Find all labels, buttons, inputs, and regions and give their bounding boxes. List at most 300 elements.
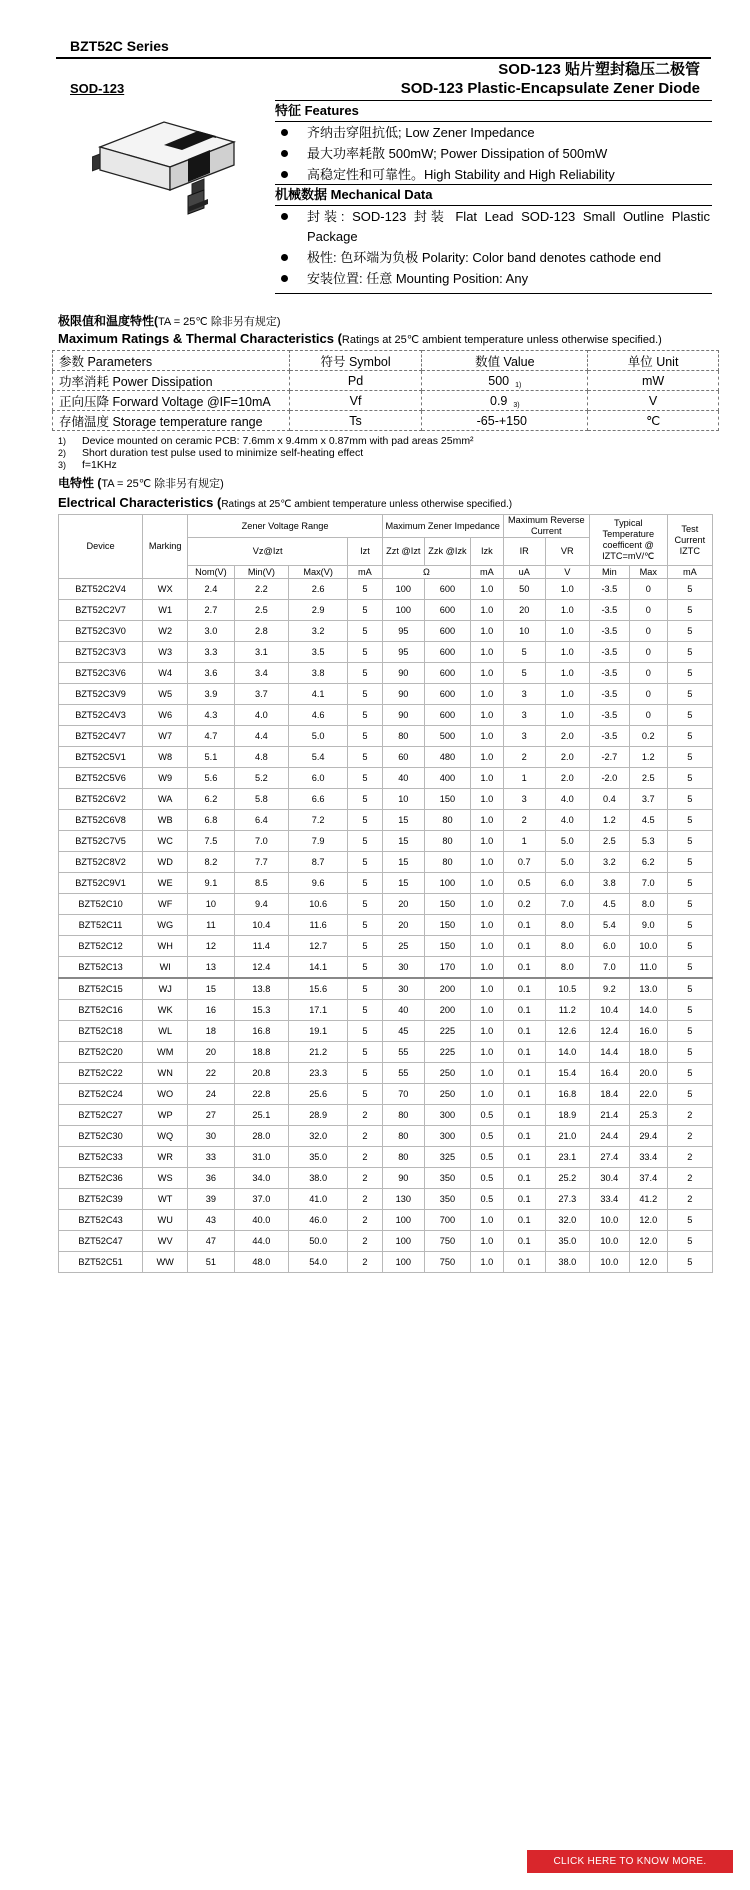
table-cell: 0 [629,663,667,684]
table-cell: 5 [667,621,712,642]
table-cell: 8.7 [289,852,348,873]
table-cell: 5 [667,1000,712,1021]
table-cell: 11 [188,915,234,936]
table-cell: 15 [382,810,424,831]
table-cell: 8.0 [629,894,667,915]
table-cell: 0.4 [589,789,629,810]
table-cell: 5 [667,726,712,747]
electrical-characteristics-table [58,514,713,1273]
table-cell: WP [143,1105,188,1126]
unit-cell: V [545,566,589,579]
table-cell: 350 [424,1168,470,1189]
table-cell: 4.6 [289,705,348,726]
table-row [59,600,713,621]
table-cell: 5 [667,1063,712,1084]
table-cell: 0.1 [503,957,545,979]
table-cell: 5 [348,936,383,957]
table-cell: 2 [503,747,545,768]
table-cell: 55 [382,1063,424,1084]
table-cell: 13.8 [234,978,289,1000]
table-cell: 10.0 [629,936,667,957]
table-cell: 4.3 [188,705,234,726]
table-cell: 5.1 [188,747,234,768]
table-cell: 25.3 [629,1105,667,1126]
table-cell: 6.4 [234,810,289,831]
table-cell: -3.5 [589,579,629,600]
table-cell: 5 [503,642,545,663]
table-cell: WL [143,1021,188,1042]
table-row [59,978,713,1000]
table-cell: 150 [424,936,470,957]
table-cell: 15.3 [234,1000,289,1021]
table-cell: WA [143,789,188,810]
table-cell: 2.0 [545,747,589,768]
table-cell: W7 [143,726,188,747]
table-cell: 0.1 [503,1042,545,1063]
series-name: BZT52C Series [70,38,169,54]
table-cell: 3 [503,789,545,810]
table-cell: 10.4 [589,1000,629,1021]
max-ratings-table [52,350,719,431]
unit-cell: Min [589,566,629,579]
table-row [59,894,713,915]
table-cell: 51 [188,1252,234,1273]
table-cell: 2 [667,1168,712,1189]
mechanical-item: 安装位置: 任意 Mounting Position: Any [275,269,712,289]
table-cell: 3.7 [629,789,667,810]
table-cell: 2 [348,1252,383,1273]
table-cell: 5 [348,789,383,810]
table-cell: 5 [667,852,712,873]
table-cell: 35.0 [545,1231,589,1252]
unit-cell: mA [348,566,383,579]
table-cell: 5 [667,705,712,726]
table-row [59,1042,713,1063]
table-cell: W4 [143,663,188,684]
table-cell: BZT52C22 [59,1063,143,1084]
unit-cell: Nom(V) [188,566,234,579]
table-cell: 500 [424,726,470,747]
table-cell: 3.2 [589,852,629,873]
table-cell: 250 [424,1063,470,1084]
table-cell: 5 [348,621,383,642]
footnote: 2) Short duration test pulse used to minimize self-heating effect [58,447,364,459]
table-cell: 5 [348,726,383,747]
table-cell: BZT52C7V5 [59,831,143,852]
table-cell: 1.0 [545,579,589,600]
table-cell: 13.0 [629,978,667,1000]
table-cell: 5 [667,1042,712,1063]
table-cell: BZT52C5V1 [59,747,143,768]
table-cell: 3.6 [188,663,234,684]
table-cell: 0.7 [503,852,545,873]
table-cell: 18.9 [545,1105,589,1126]
table-cell: BZT52C15 [59,978,143,1000]
table-cell: 2.4 [188,579,234,600]
table-cell: 3.5 [289,642,348,663]
table-row [59,747,713,768]
table-cell: WW [143,1252,188,1273]
table-cell: 50.0 [289,1231,348,1252]
table-cell: 5.8 [234,789,289,810]
header-reverse-current: Maximum Reverse Current [503,515,589,538]
value-cell: 0.9 $^{3)}$ [422,391,588,411]
header-temp-coeff: Typical Temperature coefficent @ IZTC=mV/℃ [589,515,667,566]
table-cell: BZT52C3V0 [59,621,143,642]
table-cell: 39 [188,1189,234,1210]
table-cell: 2 [348,1147,383,1168]
table-cell: 100 [382,579,424,600]
table-row [59,789,713,810]
table-cell: 1.0 [545,705,589,726]
table-cell: 3.9 [188,684,234,705]
table-cell: 3.2 [289,621,348,642]
table-cell: 0.5 [471,1147,504,1168]
table-cell: 16 [188,1000,234,1021]
table-cell: 0.1 [503,1168,545,1189]
table-cell: 14.0 [545,1042,589,1063]
table-cell: 0.1 [503,1210,545,1231]
table-cell: 10 [382,789,424,810]
table-cell: 19.1 [289,1021,348,1042]
table-cell: 0.1 [503,936,545,957]
table-cell: 1.2 [589,810,629,831]
table-cell: 5 [348,831,383,852]
table-row [59,1210,713,1231]
table-cell: 1.0 [471,768,504,789]
table-cell: 12.0 [629,1231,667,1252]
table-cell: 3.1 [234,642,289,663]
table-cell: 18.8 [234,1042,289,1063]
table-cell: 5 [667,684,712,705]
table-cell: 170 [424,957,470,979]
table-cell: 7.0 [589,957,629,979]
unit-cell: ℃ [588,411,719,431]
table-cell: 0 [629,642,667,663]
table-cell: 18.0 [629,1042,667,1063]
table-cell: 11.4 [234,936,289,957]
table-cell: WH [143,936,188,957]
header-cell: 符号 Symbol [289,351,422,371]
table-cell: WJ [143,978,188,1000]
table-cell: 50 [503,579,545,600]
table-cell: 1 [503,768,545,789]
table-cell: BZT52C3V3 [59,642,143,663]
table-cell: 20 [382,915,424,936]
table-cell: W1 [143,600,188,621]
table-row [59,1168,713,1189]
table-cell: 350 [424,1189,470,1210]
symbol-cell: Ts [289,411,422,431]
table-row [53,371,719,391]
table-cell: 60 [382,747,424,768]
table-row [59,1189,713,1210]
table-cell: 200 [424,978,470,1000]
table-cell: 10 [503,621,545,642]
table-cell: -3.5 [589,600,629,621]
header-ir: IR [503,538,545,566]
table-cell: 5.2 [234,768,289,789]
table-cell: 10.0 [589,1231,629,1252]
table-cell: 14.4 [589,1042,629,1063]
table-cell: 1.0 [471,726,504,747]
table-cell: 6.2 [629,852,667,873]
table-row [59,810,713,831]
table-cell: 1.0 [471,978,504,1000]
table-cell: BZT52C47 [59,1231,143,1252]
table-cell: 16.0 [629,1021,667,1042]
table-cell: 200 [424,1000,470,1021]
table-cell: 8.0 [545,915,589,936]
table-row [59,726,713,747]
table-cell: 0.5 [471,1105,504,1126]
table-cell: 1.0 [545,663,589,684]
table-cell: 5.4 [289,747,348,768]
table-cell: WT [143,1189,188,1210]
table-cell: 24 [188,1084,234,1105]
table-cell: 2 [348,1105,383,1126]
table-cell: 11.6 [289,915,348,936]
table-cell: 1.0 [471,831,504,852]
table-cell: 20 [503,600,545,621]
table-cell: 0 [629,684,667,705]
table-cell: 12.4 [234,957,289,979]
table-cell: 13 [188,957,234,979]
table-cell: WM [143,1042,188,1063]
table-cell: 8.2 [188,852,234,873]
table-cell: 2.2 [234,579,289,600]
table-cell: WX [143,579,188,600]
table-cell: BZT52C9V1 [59,873,143,894]
table-cell: 0.5 [503,873,545,894]
table-cell: -3.5 [589,642,629,663]
table-row [59,1084,713,1105]
features-section [275,100,712,185]
table-cell: BZT52C18 [59,1021,143,1042]
table-cell: 1.0 [545,684,589,705]
table-cell: 30.4 [589,1168,629,1189]
unit-cell: V [588,391,719,411]
header-izt: Izt [348,538,383,566]
table-cell: 5.3 [629,831,667,852]
table-cell: WD [143,852,188,873]
unit-cell: uA [503,566,545,579]
table-cell: 25.6 [289,1084,348,1105]
table-cell: BZT52C30 [59,1126,143,1147]
table-cell: 0.1 [503,1105,545,1126]
table-cell: 5 [667,600,712,621]
know-more-button[interactable]: CLICK HERE TO KNOW MORE. [527,1850,733,1873]
table-cell: 80 [382,1126,424,1147]
table-cell: 9.0 [629,915,667,936]
table-cell: 300 [424,1105,470,1126]
table-header-row [53,351,719,371]
table-cell: 100 [382,1252,424,1273]
unit-cell: Ω [382,566,470,579]
table-cell: 0.1 [503,1147,545,1168]
table-cell: 24.4 [589,1126,629,1147]
table-cell: BZT52C4V3 [59,705,143,726]
table-cell: 6.0 [289,768,348,789]
table-cell: 0.5 [471,1189,504,1210]
table-cell: 2 [667,1147,712,1168]
table-cell: 600 [424,579,470,600]
table-cell: 5 [667,663,712,684]
unit-cell: Max(V) [289,566,348,579]
header-marking: Marking [143,515,188,579]
electrical-title-en: Electrical Characteristics (Ratings at 25℃ ambient temperature unless otherwise specified.) [58,495,513,510]
table-cell: 30 [188,1126,234,1147]
table-cell: 2 [667,1189,712,1210]
table-cell: 0.1 [503,1231,545,1252]
table-cell: 8.0 [545,957,589,979]
table-cell: 600 [424,705,470,726]
table-cell: 90 [382,663,424,684]
table-cell: BZT52C20 [59,1042,143,1063]
table-cell: 0.1 [503,1000,545,1021]
table-cell: 3.3 [188,642,234,663]
table-cell: 15 [188,978,234,1000]
table-cell: 1.0 [471,747,504,768]
table-cell: 16.8 [545,1084,589,1105]
table-cell: 1.0 [471,852,504,873]
table-cell: 700 [424,1210,470,1231]
table-cell: 1.0 [471,789,504,810]
table-cell: 600 [424,642,470,663]
table-cell: WE [143,873,188,894]
table-cell: 5 [667,1084,712,1105]
table-cell: 5 [667,957,712,979]
table-cell: 1.0 [471,1000,504,1021]
table-cell: 1.0 [471,915,504,936]
table-cell: 0.1 [503,1021,545,1042]
title-english: SOD-123 Plastic-Encapsulate Zener Diode [400,80,700,97]
table-cell: 12.4 [589,1021,629,1042]
table-cell: 6.0 [545,873,589,894]
table-cell: 4.0 [545,789,589,810]
table-cell: BZT52C16 [59,1000,143,1021]
footnotes [58,435,474,471]
feature-item: 齐纳击穿阻抗低; Low Zener Impedance [275,123,712,143]
table-cell: 5 [348,579,383,600]
table-cell: 54.0 [289,1252,348,1273]
table-cell: 4.0 [234,705,289,726]
table-cell: 1.0 [545,642,589,663]
table-cell: 27.3 [545,1189,589,1210]
table-cell: 27 [188,1105,234,1126]
table-cell: 6.6 [289,789,348,810]
table-cell: 0 [629,579,667,600]
header-max-impedance: Maximum Zener Impedance [382,515,503,538]
table-cell: 1.0 [471,1042,504,1063]
table-cell: 1.0 [471,1063,504,1084]
table-cell: 25 [382,936,424,957]
table-cell: 4.5 [589,894,629,915]
table-cell: 5 [667,936,712,957]
table-cell: BZT52C3V9 [59,684,143,705]
features-heading: 特征 Features [275,100,712,122]
mechanical-item: 极性: 色环端为负极 Polarity: Color band denotes cathode end [275,248,712,268]
table-cell: WI [143,957,188,979]
table-cell: 55 [382,1042,424,1063]
table-cell: 1.0 [545,621,589,642]
table-row [59,1000,713,1021]
table-cell: 12 [188,936,234,957]
table-row [59,873,713,894]
table-cell: -3.5 [589,705,629,726]
table-cell: 9.6 [289,873,348,894]
table-cell: BZT52C3V6 [59,663,143,684]
table-cell: BZT52C51 [59,1252,143,1273]
table-cell: 11.0 [629,957,667,979]
table-cell: 38.0 [545,1252,589,1273]
table-cell: 95 [382,642,424,663]
header-cell: 数值 Value [422,351,588,371]
unit-cell: Max [629,566,667,579]
table-cell: 1.0 [471,663,504,684]
table-row [59,1231,713,1252]
mechanical-item: 封装: SOD-123 封装 Flat Lead SOD-123 Small Outline Plastic Package [275,207,712,247]
table-cell: 37.0 [234,1189,289,1210]
value-cell: 500 $^{1)}$ [422,371,588,391]
table-cell: 0.1 [503,915,545,936]
table-cell: 3.8 [289,663,348,684]
table-cell: BZT52C5V6 [59,768,143,789]
table-cell: 23.1 [545,1147,589,1168]
table-cell: BZT52C12 [59,936,143,957]
table-cell: 600 [424,663,470,684]
table-cell: -3.5 [589,684,629,705]
table-cell: 5 [348,1000,383,1021]
section-rule [275,293,712,294]
unit-cell: Min(V) [234,566,289,579]
table-cell: 34.0 [234,1168,289,1189]
table-cell: 7.0 [234,831,289,852]
table-cell: 1.0 [471,600,504,621]
table-cell: 12.7 [289,936,348,957]
table-cell: BZT52C13 [59,957,143,979]
table-cell: BZT52C2V4 [59,579,143,600]
table-cell: 130 [382,1189,424,1210]
table-cell: 0 [629,600,667,621]
table-cell: 4.8 [234,747,289,768]
table-cell: 5 [667,642,712,663]
table-cell: 2 [348,1231,383,1252]
table-cell: 20.8 [234,1063,289,1084]
table-cell: 15 [382,852,424,873]
table-cell: 14.1 [289,957,348,979]
electrical-table-body [59,579,713,1273]
table-cell: 7.0 [629,873,667,894]
table-cell: WV [143,1231,188,1252]
table-cell: BZT52C33 [59,1147,143,1168]
table-cell: 1.0 [471,1021,504,1042]
table-cell: 5 [348,957,383,979]
table-cell: W9 [143,768,188,789]
table-cell: 22.0 [629,1084,667,1105]
table-cell: 5 [667,768,712,789]
table-cell: WF [143,894,188,915]
table-cell: 14.0 [629,1000,667,1021]
table-cell: 0 [629,705,667,726]
table-cell: 0.2 [503,894,545,915]
table-cell: 15.6 [289,978,348,1000]
table-cell: WQ [143,1126,188,1147]
table-cell: 10.0 [589,1210,629,1231]
table-cell: 3.7 [234,684,289,705]
table-cell: BZT52C8V2 [59,852,143,873]
table-cell: W2 [143,621,188,642]
